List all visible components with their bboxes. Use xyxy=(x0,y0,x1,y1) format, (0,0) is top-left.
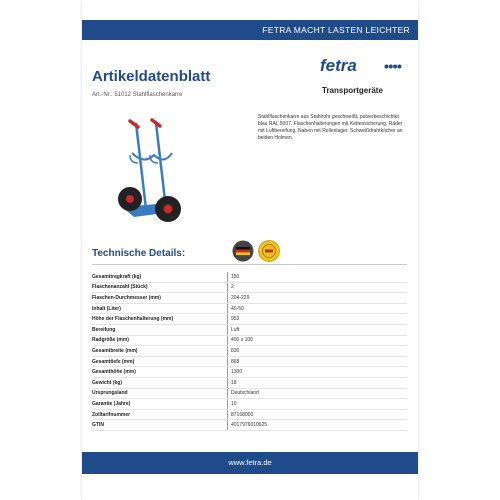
spec-value: 2 xyxy=(229,282,407,293)
spec-value: 868 xyxy=(229,356,407,367)
table-row xyxy=(92,272,407,282)
page-title: Artikeldatenblatt xyxy=(92,68,211,85)
spec-value: 400 x 100 xyxy=(229,335,407,346)
specs-divider xyxy=(92,264,407,265)
footer-banner xyxy=(82,452,418,474)
spec-label: Gesamthöhe (mm) xyxy=(92,367,228,378)
table-row xyxy=(92,335,407,346)
made-in-germany-badge xyxy=(232,240,254,262)
spec-value: Luft xyxy=(229,324,407,335)
spec-label: Gesamttiefe (mm) xyxy=(92,356,228,367)
spec-label: GTIN xyxy=(92,420,228,431)
logo-dots-icon xyxy=(384,64,402,69)
spec-value: 953 xyxy=(229,314,407,325)
spec-label: Bereifung xyxy=(92,324,228,335)
spec-label: Gesamtbreite (mm) xyxy=(92,346,228,357)
table-row xyxy=(92,303,407,314)
spec-label: Ursprungsland xyxy=(92,388,228,399)
spec-value: 40-50 xyxy=(229,303,407,314)
spec-label: Gewicht (kg) xyxy=(92,377,228,388)
spec-label: Radgröße (mm) xyxy=(92,335,228,346)
table-row xyxy=(92,324,407,335)
spec-label: Flaschenanzahl (Stück) xyxy=(92,282,228,293)
slogan: FETRA MACHT LASTEN LEICHTER xyxy=(262,25,410,35)
spec-value: 830 xyxy=(229,346,407,357)
table-row xyxy=(92,399,407,410)
spec-value: 10 xyxy=(229,399,407,410)
spec-label: Garantie (Jahre) xyxy=(92,399,228,410)
spec-value: 150 xyxy=(229,272,407,282)
table-row xyxy=(92,409,407,420)
spec-label: Zolltarifnummer xyxy=(92,409,228,420)
footer-link[interactable]: www.fetra.de xyxy=(228,458,272,467)
table-row xyxy=(92,346,407,357)
specs-table xyxy=(92,272,407,431)
table-row xyxy=(92,356,407,367)
guarantee-badge xyxy=(258,240,280,262)
header-banner xyxy=(82,20,418,40)
table-row xyxy=(92,377,407,388)
spec-value: Deutschland xyxy=(229,388,407,399)
spec-label: Flaschen-Durchmesser (mm) xyxy=(92,293,228,304)
spec-value: 4017976010625 xyxy=(229,420,407,431)
article-number: Art.-Nr.: 51012 Stahlflaschenkarre xyxy=(92,92,183,98)
spec-value: 87168000 xyxy=(229,409,407,420)
table-row xyxy=(92,293,407,304)
logo-brand: fetra xyxy=(320,56,357,75)
spec-value: 204-229 xyxy=(229,293,407,304)
spec-label: Höhe der Flaschenhalterung (mm) xyxy=(92,314,228,325)
table-row xyxy=(92,282,407,293)
table-row xyxy=(92,420,407,431)
specs-heading: Technische Details: xyxy=(92,248,186,259)
table-row xyxy=(92,367,407,378)
fetra-logo xyxy=(320,56,402,100)
table-row xyxy=(92,388,407,399)
logo-subtitle: Transportgeräte xyxy=(322,86,383,95)
spec-label: Gesamttragkraft (kg) xyxy=(92,272,228,282)
bottle-trolley-icon xyxy=(110,115,186,227)
spec-value: 18 xyxy=(229,377,407,388)
spec-label: Inhalt (Liter) xyxy=(92,303,228,314)
product-description: Stahlflaschenkarre aus Stahlrohr geschweißt, pulverbeschichtet blau RAL 5007. Flaschenhalterungen mit Kettensicherung. Räder mit Luftbereifung, Naben mit Rollenlager. Schweißdrahtköcher an beiden Holmen. xyxy=(258,114,403,141)
spec-value: 1300 xyxy=(229,367,407,378)
table-row xyxy=(92,314,407,325)
